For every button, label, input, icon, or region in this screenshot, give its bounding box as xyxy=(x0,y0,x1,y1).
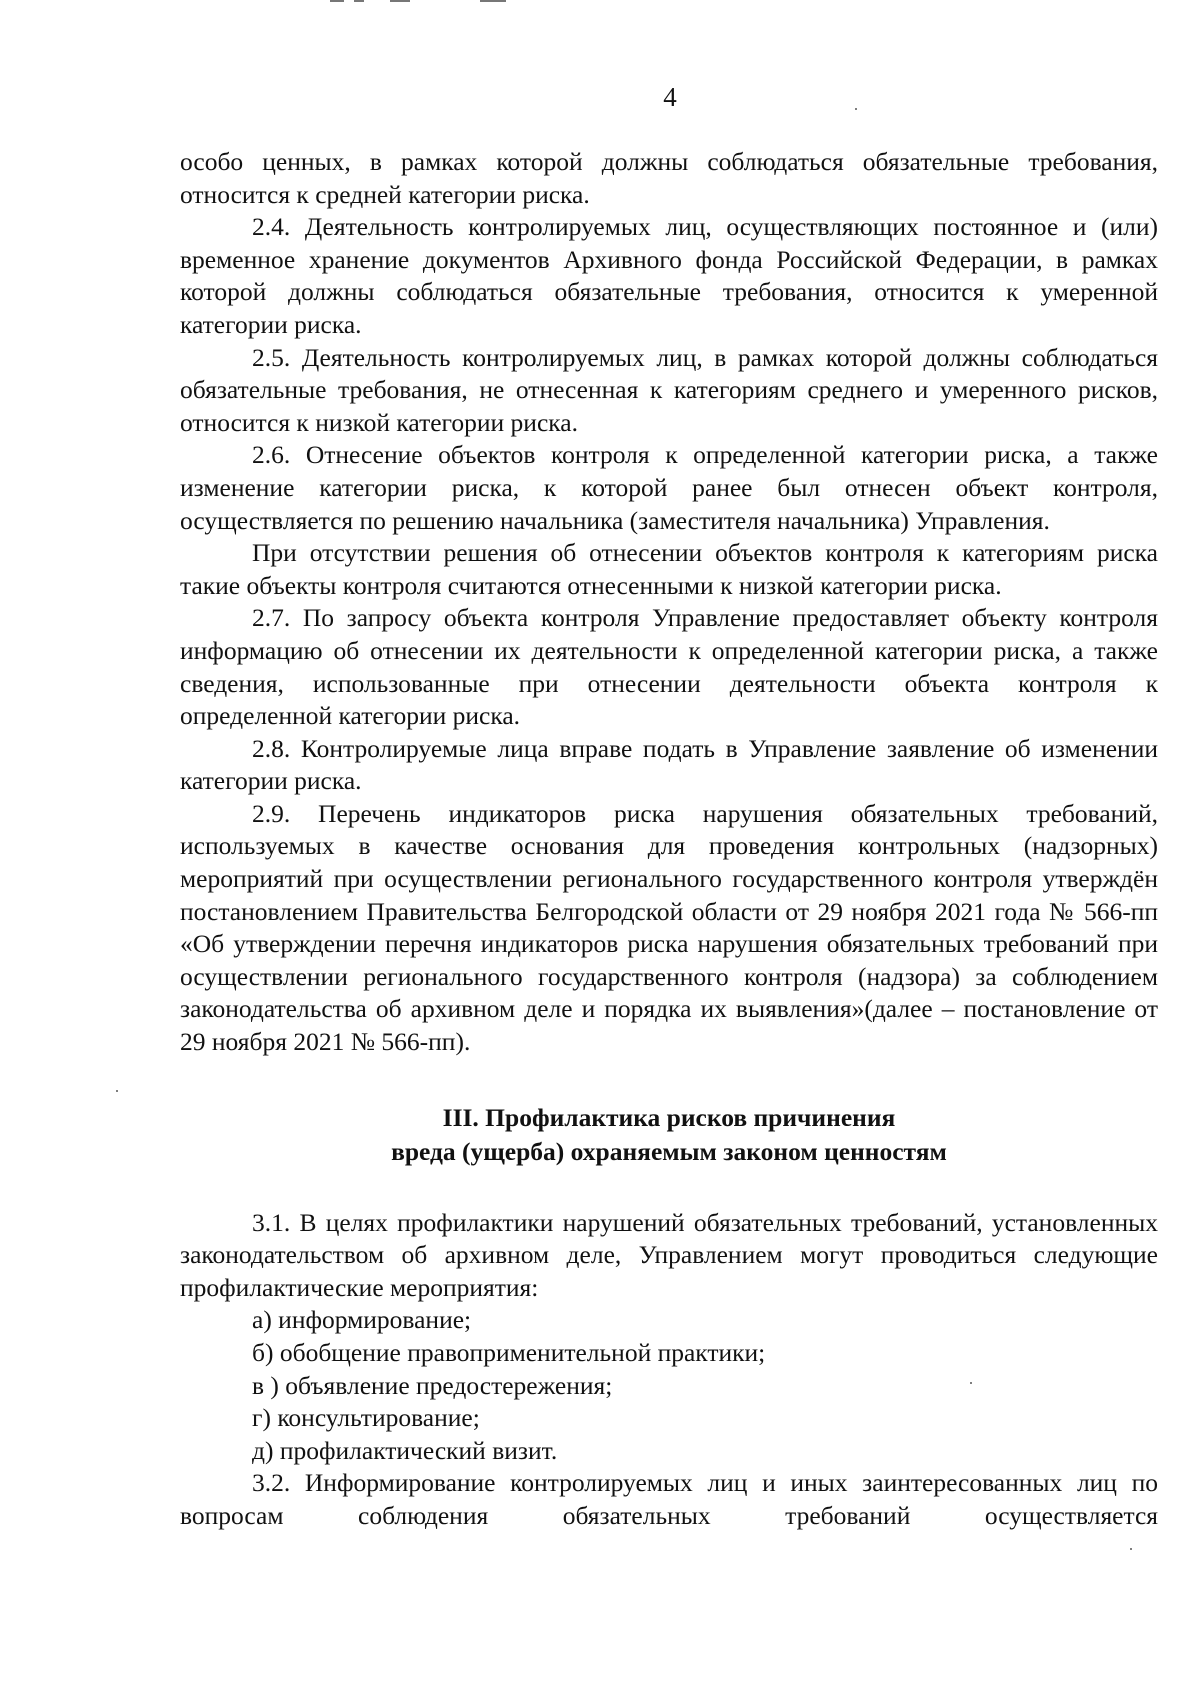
paragraph-2-7: 2.7. По запросу объекта контроля Управление предоставляет объекту контроля информацию об отнесении их деятельности к определенной категории риска, а также сведения, использованные при отнесении деятельности объекта контроля к определенной категории риска. xyxy=(180,603,1158,731)
measure-item: д) профилактический визит. xyxy=(252,1435,558,1465)
scan-speck xyxy=(116,1090,118,1092)
paragraph-3-2: 3.2. Информирование контролируемых лиц и иных заинтересованных лиц по вопросам соблюдения обязательных требований осуществляется xyxy=(180,1468,1158,1530)
scan-speck xyxy=(855,108,857,110)
paragraph-2-8: 2.8. Контролируемые лица вправе подать в Управление заявление об изменении категории риска. xyxy=(180,733,1158,796)
measure-item: б) обобщение правоприменительной практики; xyxy=(252,1338,766,1367)
measure-item: г) консультирование; xyxy=(252,1403,480,1433)
paragraph-2-5: 2.5. Деятельность контролируемых лиц, в рамках которой должны соблюдаться обязательные требования, не отнесенная к категориям среднего и умеренного рисков, относится к низкой категории риска. xyxy=(180,342,1158,437)
scan-artifact xyxy=(330,0,550,3)
document-body xyxy=(180,146,1158,1533)
section-heading-line-2: вреда (ущерба) охраняемым законом ценностям xyxy=(391,1136,947,1166)
paragraph-2-6: 2.6. Отнесение объектов контроля к определенной категории риска, а также изменение категории риска, к которой ранее был отнесен объект контроля, осуществляется по решению начальника (заместителя начальника) Управления. xyxy=(180,440,1158,535)
paragraph-2-4: 2.4. Деятельность контролируемых лиц, осуществляющих постоянное и (или) временное хранение документов Архивного фонда Российской Федерации, в рамках которой должны соблюдаться обязательные требования, относится к умеренной категории риска. xyxy=(180,212,1158,339)
paragraph-continuation: особо ценных, в рамках которой должны соблюдаться обязательные требования, относится к средней категории риска. xyxy=(180,147,1158,209)
section-heading-3 xyxy=(180,1101,1158,1169)
section-heading-line-1: III. Профилактика рисков причинения xyxy=(442,1102,896,1132)
paragraph-3-1: 3.1. В целях профилактики нарушений обязательных требований, установленных законодательством об архивном деле, Управлением могут проводиться следующие профилактические мероприятия: xyxy=(180,1207,1158,1302)
scan-speck xyxy=(1130,1548,1132,1550)
paragraph-2-6-no-decision: При отсутствии решения об отнесении объектов контроля к категориям риска такие объекты контроля считаются отнесенными к низкой категории риска. xyxy=(180,538,1158,600)
measure-item: а) информирование; xyxy=(252,1305,472,1335)
paragraph-2-9: 2.9. Перечень индикаторов риска нарушения обязательных требований, используемых в качестве основания для проведения контрольных (надзорных) мероприятий при осуществлении регионального государственного контроля утверждён постановлением Правительства Белгородской области от 29 ноября 2021 года № 566-пп «Об утверждении перечня индикаторов риска нарушения обязательных требований при осуществлении регионального государственного контроля (надзора) за соблюдением законодательства об архивном деле и порядка их выявления»(далее – постановление от 29 ноября 2021 № 566-пп). xyxy=(180,798,1158,1057)
page-number: 4 xyxy=(663,82,677,112)
measure-item: в ) объявление предостережения; xyxy=(252,1370,613,1400)
